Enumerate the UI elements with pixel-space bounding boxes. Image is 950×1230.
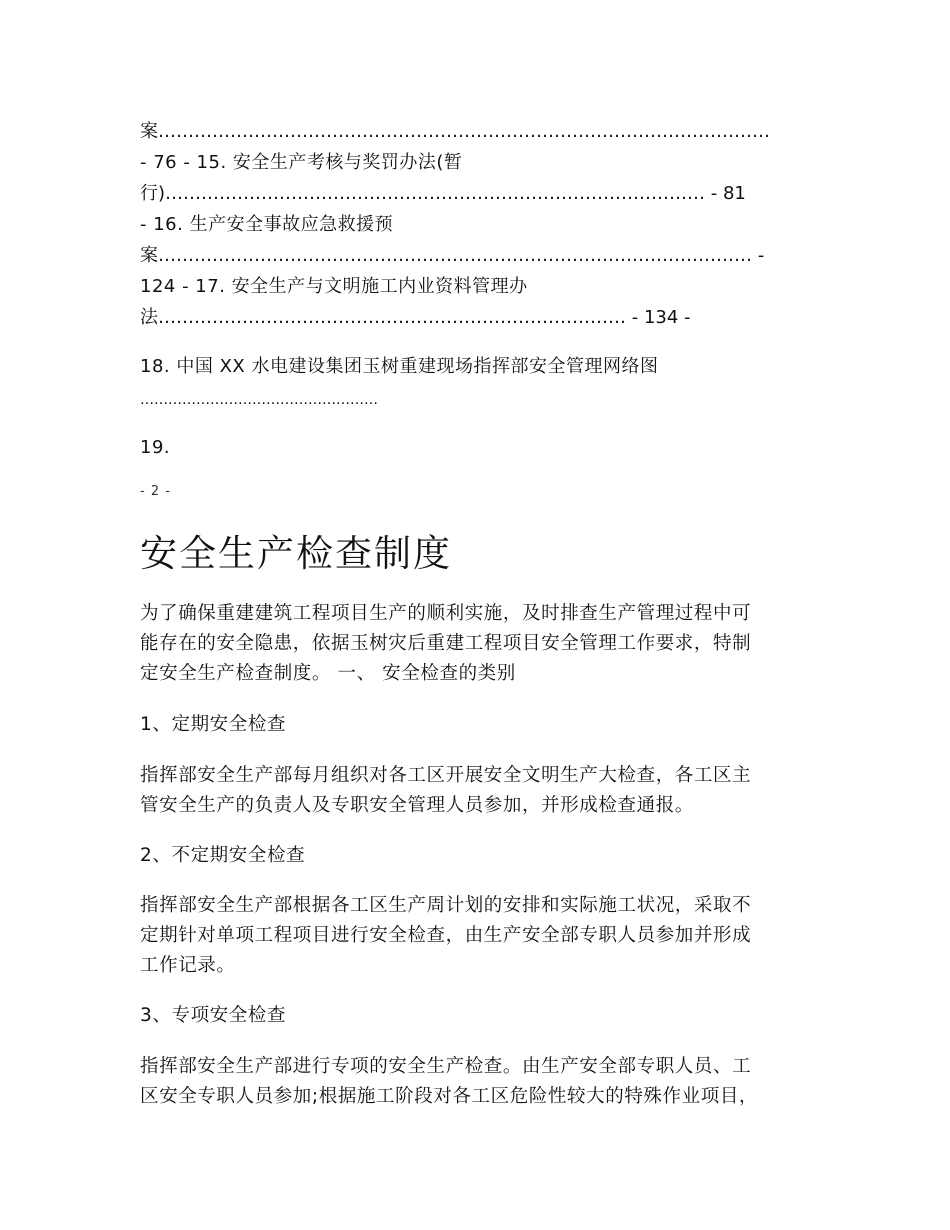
paragraph-line: 为了确保重建建筑工程项目生产的顺利实施，及时排查生产管理过程中可: [140, 603, 752, 624]
paragraph-line: 工作记录。: [140, 955, 236, 976]
paragraph-line: 指挥部安全生产部每月组织对各工区开展安全文明生产大检查，各工区主: [140, 765, 752, 786]
paragraph-line: 指挥部安全生产部根据各工区生产周计划的安排和实际施工状况，采取不: [140, 895, 752, 916]
toc-line: 案…………………………………………………………………………………………: [140, 121, 770, 142]
page-number: - 2 -: [140, 484, 171, 499]
section-1-paragraph: [140, 761, 812, 821]
paragraph-line: 区安全专职人员参加;根据施工阶段对各工区危险性较大的特殊作业项目，: [140, 1086, 759, 1107]
section-2-paragraph: [140, 891, 812, 981]
paragraph-line: 指挥部安全生产部进行专项的安全生产检查。由生产安全部专职人员、工: [140, 1056, 752, 1077]
section-1-heading: 1、定期安全检查: [140, 714, 287, 735]
paragraph-line: 定安全生产检查制度。 一、 安全检查的类别: [140, 663, 516, 684]
toc-line: 18. 中国 XX 水电建设集团玉树重建现场指挥部安全管理网络图: [140, 356, 659, 377]
section-heading: [140, 841, 812, 871]
toc-line: 行)……………………………………………………………………………… - 81: [140, 183, 746, 204]
section-heading: [140, 1001, 812, 1031]
toc-line: ……………………………………………: [140, 392, 378, 408]
section-2-heading: 2、不定期安全检查: [140, 845, 306, 866]
toc-line: 19.: [140, 437, 171, 458]
section-heading: [140, 710, 812, 740]
paragraph-line: 定期针对单项工程项目进行安全检查，由生产安全部专职人员参加并形成: [140, 925, 752, 946]
toc-line: - 16. 生产安全事故应急救援预: [140, 214, 394, 235]
section-3-heading: 3、专项安全检查: [140, 1005, 287, 1026]
page-title: 安全生产检查制度: [140, 532, 452, 575]
toc-line: 124 - 17. 安全生产与文明施工内业资料管理办: [140, 276, 528, 297]
intro-paragraph: [140, 599, 812, 689]
paragraph-line: 管安全生产的负责人及专职安全管理人员参加，并形成检查通报。: [140, 795, 694, 816]
toc-line: 法…………………………………………………………………… - 134 -: [140, 307, 691, 328]
paragraph-line: 能存在的安全隐患，依据玉树灾后重建工程项目安全管理工作要求，特制: [140, 633, 752, 654]
toc-line: - 76 - 15. 安全生产考核与奖罚办法(暂: [140, 152, 463, 173]
toc-line: 案……………………………………………………………………………………… -: [140, 245, 765, 266]
section-3-paragraph: [140, 1052, 812, 1112]
